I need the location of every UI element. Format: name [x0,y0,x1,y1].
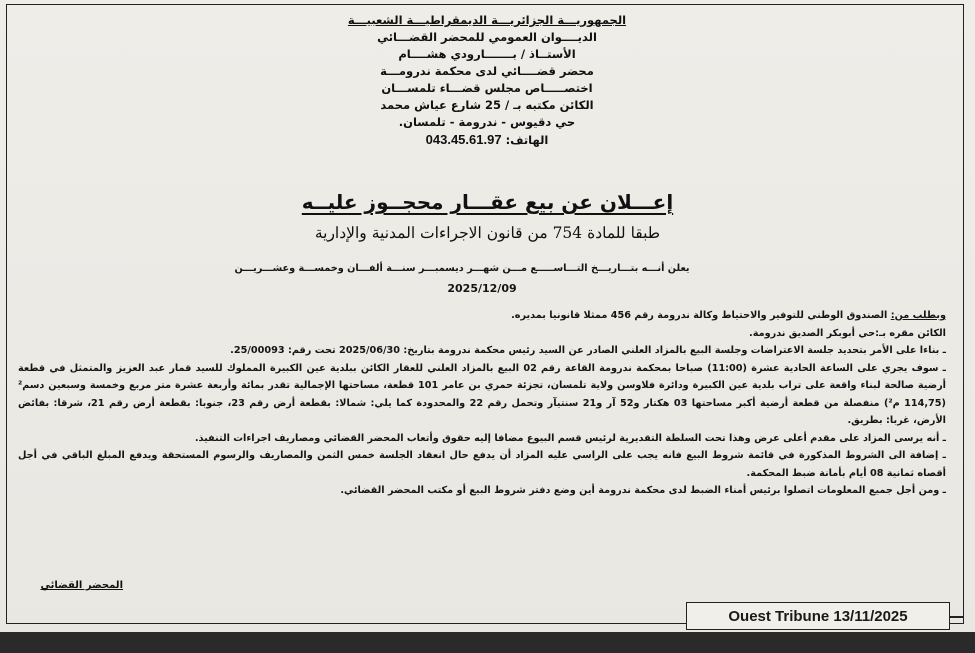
signature-label: المحضر القضائي [40,580,123,591]
paragraph-payment: ـ إضافة الى الشروط المذكورة في قائمة شروط البيع فانه يجب على الراسي عليه المزاد أن يدفع حال انعقاد الجلسة خمس الثمن والمصاريف والرسوم المستحقة ويدفع المبلغ الباقي في أجل أقصاه ثمانية 08 أيام بأمانة ضبط المحكمة. [18,450,946,479]
notice-title: إعـــلان عن بيع عقـــار محجــوز عليــه [301,190,674,214]
requester-text: الصندوق الوطني للتوفير والاحتياط وكالة ندرومة رقم 456 ممثلا قانونيا بمديره. [511,310,891,321]
phone-line [337,131,637,149]
source-connector [950,616,964,618]
office-name: الديــــوان العمومي للمحضر القضـــائي [377,30,597,44]
page-edge [0,632,975,653]
office-district: حي دقيوس - ندرومة - تلمسان. [398,115,576,129]
office-address: الكائن مكتبه بـ / 25 شارع عياش محمد [380,98,594,112]
paragraph-sale-details: ـ سوف يجري على الساعة الحادية عشرة (11:00) صباحا بمحكمة ندرومة القاعة رقم 02 البيع بالمزاد العلني للعقار الكائن ببلدية عين الكبيرة المملوك للسيد قمار عبد العزيز والمتمثل في قطعة أرضية صالحة لبناء واقعة على تراب بلدية عين الكبيرة ودائرة فلاوسن ولاية تلمسان، تجزئة حمري بن عامر 101 قطعة، مساحتها الإجمالية تقدر بمائة وأربعة عشرة متر مربع وخمسة وسبعين دسم² (114,75 م²) منفصلة من قطعة أرضية أكبر مساحتها 03 هكتار و52 آر و21 سنتيآر وتحمل رقم 22 والمحدودة كما يلي: شمالا: بقطعة أرض رقم 23، جنوبا: بقطعة أرض رقم 21، شرقا: بفائض الأرض، غربا: بطريق. [18,362,947,426]
jurisdiction: اختصـــــاص مجلس قضـــاء تلمســـان [381,81,593,95]
paragraph-order: ـ بناءا على الأمر بتحديد جلسة الاعتراضات وجلسة البيع بالمزاد العلني الصادر عن السيد رئيس محكمة ندرومة بتاريخ: 2025/06/30 تحت رقم: 25/00093. [230,345,946,356]
requester-address: الكائن مقره بـ:حي أبوبكر الصديق ندرومة. [749,327,946,339]
source-credit: Ouest Tribune 13/11/2025 [686,602,950,630]
requester-label: وبطلب من: [890,310,946,321]
requester-line [18,307,946,325]
notice-subtitle: طبقا للمادة 754 من قانون الاجراءات المدنية والإدارية [314,224,661,242]
signature-block [3,573,123,592]
intro-date: 2025/12/09 [447,281,517,295]
bailiff-header [337,12,637,149]
paragraph-contact: ـ ومن أجل جميع المعلومات اتصلوا برئيس أمناء الضبط لدى محكمة ندرومة أين وضع دفتر شروط البيع أو مكتب المحضر القضائي. [340,485,946,496]
intro-line: يعلن أنـــه بتـــاريـــخ التـــاســـــع مـــن شهـــر ديسمبـــر سنـــة ألفـــان وخمســـة وعشـــريـــن [234,263,690,274]
court-name: محضر قضــــائي لدى محكمة ندرومـــة [380,64,594,78]
bailiff-name: الأستــاذ / بـــــــارودي هشــــام [398,47,576,61]
phone-label: الهاتف: [505,133,549,147]
phone-number: 043.45.61.97 [425,132,502,147]
country-name: الجمهوريـــة الجزائريـــة الديمقراطيـــة الشعبيـــة [347,13,627,27]
paragraph-bidding: ـ أنه يرسى المزاد على مقدم أعلى عرض وهذا تحت السلطة التقديرية لرئيس قسم البيوع مضافا إليه حقوق وأتعاب المحضر القضائي ومصاريف اجراءات التنفيذ. [194,432,946,444]
notice-body [18,260,946,500]
